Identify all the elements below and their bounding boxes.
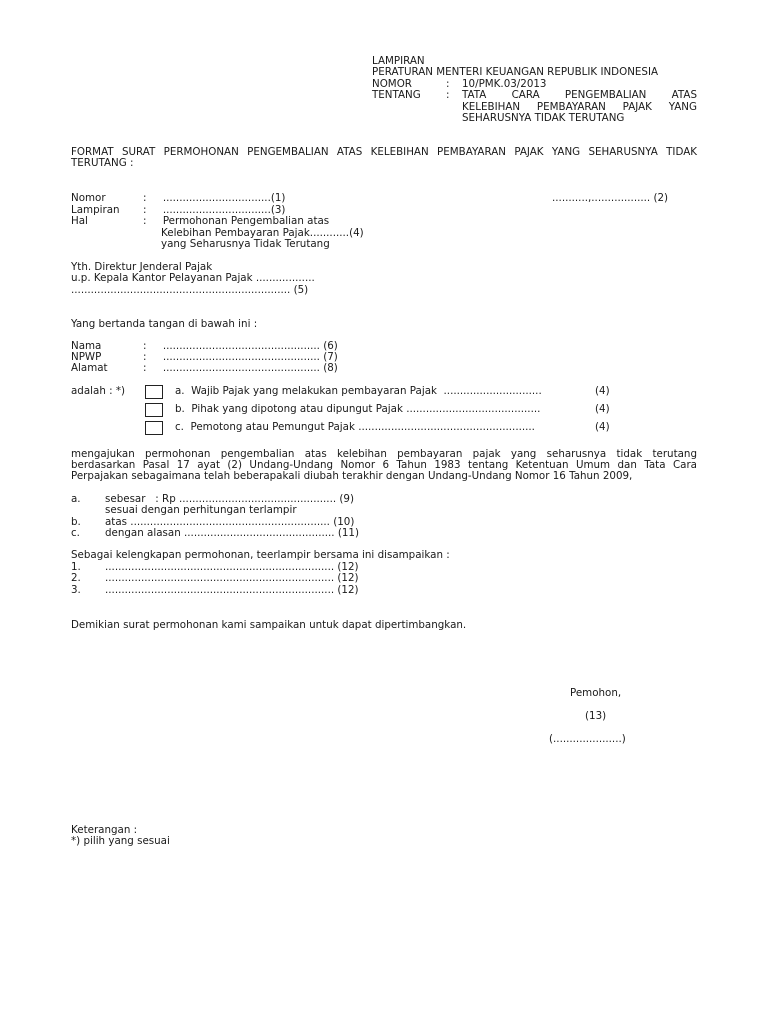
alamat-label: Alamat <box>71 362 108 374</box>
attachment-line-1: ...................................................................... (12) <box>105 561 359 573</box>
header-tentang-line3: SEHARUSNYA TIDAK TERUTANG <box>462 112 625 124</box>
options-label: adalah : *) <box>71 385 126 397</box>
notes-label: Keterangan : <box>71 824 138 836</box>
nomor-label: Nomor <box>71 192 106 204</box>
npwp-label: NPWP <box>71 351 102 363</box>
detail-b-label: b. <box>71 516 81 528</box>
npwp-value: : ................................................ (7) <box>143 351 338 363</box>
attachment-line-2: ...................................................................... (12) <box>105 572 359 584</box>
signature-role: Pemohon, <box>570 687 622 699</box>
attachment-line-3: ...................................................................... (12) <box>105 584 359 596</box>
closing-sentence: Demikian surat permohonan kami sampaikan untuk dapat dipertimbangkan. <box>71 619 467 631</box>
body-line2: berdasarkan Pasal 17 ayat (2) Undang-Undang Nomor 6 Tahun 1983 tentang Ketentuan Umum dan Tata Cara <box>71 459 697 471</box>
signature-ref: (13) <box>585 710 607 722</box>
attachment-num-2: 2. <box>71 572 81 584</box>
signature-name: (.....................) <box>549 733 626 745</box>
lampiran-label: Lampiran <box>71 204 120 216</box>
header-nomor-value: 10/PMK.03/2013 <box>462 78 547 90</box>
header-tentang-label: TENTANG <box>372 89 421 101</box>
option-a-text: a. Wajib Pajak yang melakukan pembayaran Pajak .............................. <box>175 385 542 397</box>
hal-value-line1: : Permohonan Pengembalian atas <box>143 215 330 227</box>
option-c-ref: (4) <box>595 421 610 433</box>
hal-value-line2: Kelebihan Pembayaran Pajak............(4) <box>161 227 364 239</box>
alamat-value: : ................................................ (8) <box>143 362 338 374</box>
nomor-value: : .................................(1) <box>143 192 286 204</box>
option-b-text: b. Pihak yang dipotong atau dipungut Pajak ......................................... <box>175 403 541 415</box>
detail-c-label: c. <box>71 527 80 539</box>
header-lampiran: LAMPIRAN <box>372 55 425 67</box>
format-title-line1: FORMAT SURAT PERMOHONAN PENGEMBALIAN ATAS KELEBIHAN PEMBAYARAN PAJAK YANG SEHARUSNYA TIDAK <box>71 146 697 158</box>
header-tentang-line2: KELEBIHAN PEMBAYARAN PAJAK YANG <box>462 101 697 113</box>
recipient-line3: ................................................................... (5) <box>71 284 309 296</box>
hal-value-line3: yang Seharusnya Tidak Terutang <box>161 238 330 250</box>
checkbox-a[interactable] <box>145 385 163 399</box>
header-nomor-label: NOMOR <box>372 78 412 90</box>
attachment-num-3: 3. <box>71 584 81 596</box>
option-b-ref: (4) <box>595 403 610 415</box>
header-nomor-colon: : <box>446 78 450 90</box>
nama-label: Nama <box>71 340 102 352</box>
checkbox-b[interactable] <box>145 403 163 417</box>
detail-c-text: dengan alasan .............................................. (11) <box>105 527 359 539</box>
detail-a-sub: sesuai dengan perhitungan terlampir <box>105 504 297 516</box>
option-c-text: c. Pemotong atau Pemungut Pajak ...................................................... <box>175 421 535 433</box>
body-line3: Perpajakan sebagaimana telah beberapakali diubah terakhir dengan Undang-Undang Nomor 16 Tahun 2009, <box>71 470 633 482</box>
attachments-intro: Sebagai kelengkapan permohonan, teerlampir bersama ini disampaikan : <box>71 549 450 561</box>
header-tentang-line1: TATA CARA PENGEMBALIAN ATAS <box>462 89 697 101</box>
detail-b-text: atas ............................................................. (10) <box>105 516 355 528</box>
notes-text: *) pilih yang sesuai <box>71 835 170 847</box>
checkbox-c[interactable] <box>145 421 163 435</box>
recipient-line1: Yth. Direktur Jenderal Pajak <box>71 261 213 273</box>
option-a-ref: (4) <box>595 385 610 397</box>
header-regulation: PERATURAN MENTERI KEUANGAN REPUBLIK INDONESIA <box>372 66 659 78</box>
header-tentang-colon: : <box>446 89 450 101</box>
signatory-intro: Yang bertanda tangan di bawah ini : <box>71 318 258 330</box>
recipient-line2: u.p. Kepala Kantor Pelayanan Pajak .................. <box>71 272 315 284</box>
format-title-line2: TERUTANG : <box>71 157 134 169</box>
attachment-num-1: 1. <box>71 561 81 573</box>
detail-a-text: sebesar : Rp ................................................ (9) <box>105 493 354 505</box>
lampiran-value: : .................................(3) <box>143 204 286 216</box>
body-line1: mengajukan permohonan pengembalian atas kelebihan pembayaran pajak yang seharusnya tidak terutang <box>71 448 697 460</box>
date-placeholder: ...........,.................. (2) <box>552 192 669 204</box>
detail-a-label: a. <box>71 493 81 505</box>
hal-label: Hal <box>71 215 88 227</box>
nama-value: : ................................................ (6) <box>143 340 338 352</box>
